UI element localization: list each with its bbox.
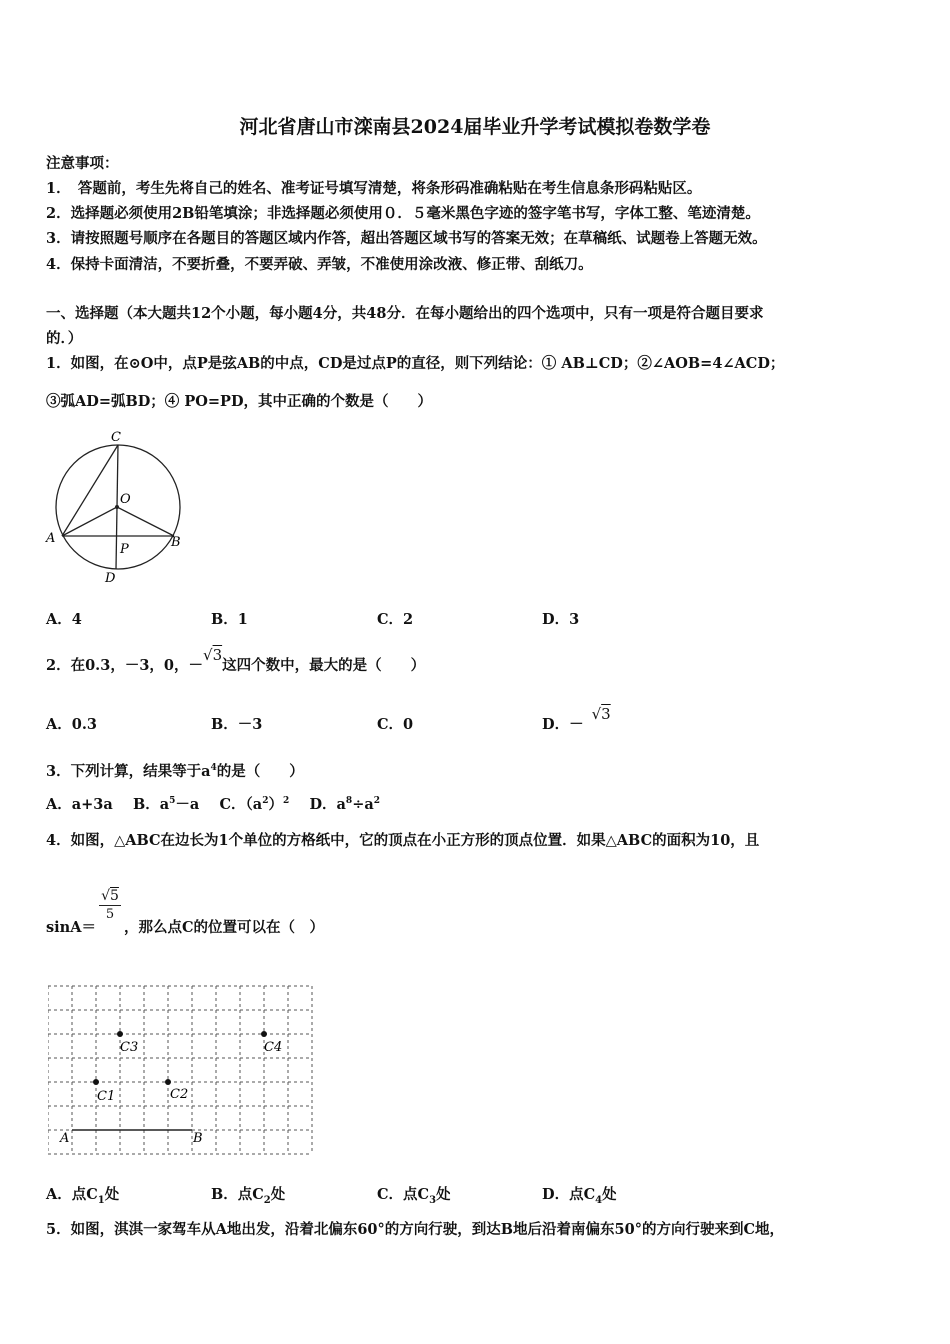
notice-item-2: 2．选择题必须使用2B铅笔填涂；非选择题必须使用０．５毫米黑色字迹的签字笔书写，字体工整、笔迹清楚。: [46, 205, 760, 222]
q4-option-d-sub: 4: [595, 1194, 603, 1206]
q1-point-o: [115, 505, 119, 509]
q4-frac-line: [99, 905, 121, 906]
q4-frac-denominator: 5: [105, 907, 115, 922]
q1-label-d: D: [105, 571, 116, 586]
q4-option-b: [211, 1183, 285, 1206]
q4-option-b-pre: B．点C: [211, 1186, 264, 1203]
q2-option-d-label: D．－: [542, 716, 584, 733]
q3-options: [46, 793, 380, 814]
q4-option-b-sub: 2: [263, 1194, 271, 1206]
q3-option-c-exp1: 2: [262, 796, 269, 807]
q1-option-c: C．2: [377, 611, 414, 628]
q4-label-c1: C1: [97, 1089, 116, 1104]
q4-point-c2: [165, 1079, 171, 1085]
q4-stem-line1: 4．如图，△ABC在边长为1个单位的方格纸中，它的顶点在小正方形的顶点位置．如果△ABC的面积为10，且: [46, 832, 760, 849]
q1-circle-figure: [40, 425, 190, 590]
q3-option-d-mid: ÷a: [352, 796, 374, 813]
q4-option-d-pre: D．点C: [542, 1186, 596, 1203]
notice-item-1: 1． 答题前，考生先将自己的姓名、准考证号填写清楚，将条形码准确粘贴在考生信息条形码粘贴区。: [46, 180, 702, 197]
q3-option-c-pre: C．（a: [219, 796, 263, 813]
q4-option-d-post: 处: [602, 1186, 617, 1203]
q3-stem-before: 3．下列计算，结果等于a: [46, 763, 211, 780]
q3-option-d-pre: D．a: [309, 796, 346, 813]
q4-label-c4: C4: [264, 1040, 283, 1055]
q1-label-p: P: [120, 542, 129, 557]
q4-option-a-sub: 1: [97, 1194, 105, 1206]
q2-option-b: B．－3: [211, 716, 263, 733]
page-title: 河北省唐山市滦南县2024届毕业升学考试模拟卷数学卷: [239, 116, 711, 138]
q4-grid-figure: [48, 985, 316, 1157]
q3-stem: [46, 760, 304, 781]
q3-option-b-exp: 5: [169, 796, 176, 807]
q3-option-c-exp2: 2: [282, 796, 290, 807]
q1-label-o: O: [120, 492, 131, 507]
q1-stem-line2: ③弧AD=弧BD；④ PO=PD，其中正确的个数是（ ）: [46, 393, 433, 410]
q3-option-a: A．a+3a: [46, 796, 113, 813]
q1-segment-ac: [62, 445, 118, 536]
q4-label-c3: C3: [120, 1040, 139, 1055]
q2-sqrt: √3: [203, 646, 223, 664]
q3-option-d: [309, 796, 380, 813]
q1-segment-ob: [117, 507, 174, 536]
q1-stem-line1: 1．如图，在⊙O中，点P是弦AB的中点，CD是过点P的直径，则下列结论：① AB⊥CD；②∠AOB=4∠ACD；: [46, 355, 785, 372]
q4-option-c-post: 处: [436, 1186, 451, 1203]
q4-point-c4: [261, 1031, 267, 1037]
q4-option-c: [377, 1183, 451, 1206]
q4-option-c-sub: 3: [429, 1194, 437, 1206]
section1-line2: 的．）: [46, 330, 83, 347]
notice-item-3: 3．请按照题号顺序在各题目的答题区域内作答，超出答题区域书写的答案无效；在草稿纸、试题卷上答题无效。: [46, 230, 767, 247]
q4-stem-line2: ，那么点C的位置可以在（ ）: [124, 919, 325, 936]
q2-stem-before: 2．在0.3，－3，0，－: [46, 657, 203, 674]
q4-option-a: [46, 1183, 119, 1206]
q1-option-a: A．4: [46, 611, 82, 628]
q3-option-b-pre: B．a: [132, 796, 170, 813]
notice-item-4: 4．保持卡面清洁，不要折叠，不要弄破、弄皱，不准使用涂改液、修正带、刮纸刀。: [46, 256, 593, 273]
q1-label-b: B: [171, 535, 181, 550]
q4-option-d: [542, 1183, 617, 1206]
q4-option-a-post: 处: [104, 1186, 120, 1203]
q4-label-a: A: [60, 1131, 70, 1146]
q4-frac-num-radicand: 5: [110, 888, 119, 904]
q5-stem-line1: 5．如图，淇淇一家驾车从A地出发，沿着北偏东60°的方向行驶，到达B地后沿着南偏东50°的方向行驶来到C地，: [46, 1221, 784, 1238]
q4-option-b-post: 处: [270, 1186, 286, 1203]
section1-line1: 一、选择题（本大题共12个小题，每小题4分，共48分．在每小题给出的四个选项中，只有一项是符合题目要求: [46, 305, 764, 322]
q3-option-b-post: －a: [175, 796, 200, 813]
q4-label-c2: C2: [170, 1087, 189, 1102]
q3-option-d-exp2: 2: [373, 796, 380, 807]
q4-option-a-pre: A．点C: [46, 1186, 98, 1203]
q3-option-d-exp1: 8: [345, 796, 353, 807]
q2-option-a: A．0.3: [46, 716, 97, 733]
q4-option-c-pre: C．点C: [377, 1186, 430, 1203]
notice-heading: 注意事项：: [46, 155, 119, 172]
q2-stem-after: 这四个数中，最大的是（ ）: [222, 657, 426, 674]
q4-label-b: B: [193, 1131, 203, 1146]
q3-option-c-mid: ）: [268, 796, 283, 813]
q3-option-b: [133, 796, 199, 813]
q4-fraction: [97, 888, 123, 922]
q3-option-c: [220, 796, 290, 813]
q2-stem: [46, 646, 426, 675]
q1-label-a: A: [46, 531, 56, 546]
q2-sqrt-radicand: 3: [212, 646, 223, 664]
q3-stem-after: 的是（ ）: [216, 763, 304, 780]
q4-sin-label: sinA＝: [46, 919, 96, 936]
q1-label-c: C: [111, 430, 121, 445]
q4-point-c3: [117, 1031, 123, 1037]
q4-grid-lines: [48, 986, 312, 1154]
q2-option-d-sqrt: √3: [591, 705, 611, 723]
q4-frac-numerator: √5: [101, 888, 119, 904]
q1-option-b: B．1: [211, 611, 248, 628]
q2-option-d-radicand: 3: [601, 705, 611, 723]
q2-option-d: [542, 705, 611, 734]
q4-point-c1: [93, 1079, 99, 1085]
q1-option-d: D．3: [542, 611, 580, 628]
q2-option-c: C．0: [377, 716, 414, 733]
q3-stem-exp: 4: [210, 763, 217, 774]
